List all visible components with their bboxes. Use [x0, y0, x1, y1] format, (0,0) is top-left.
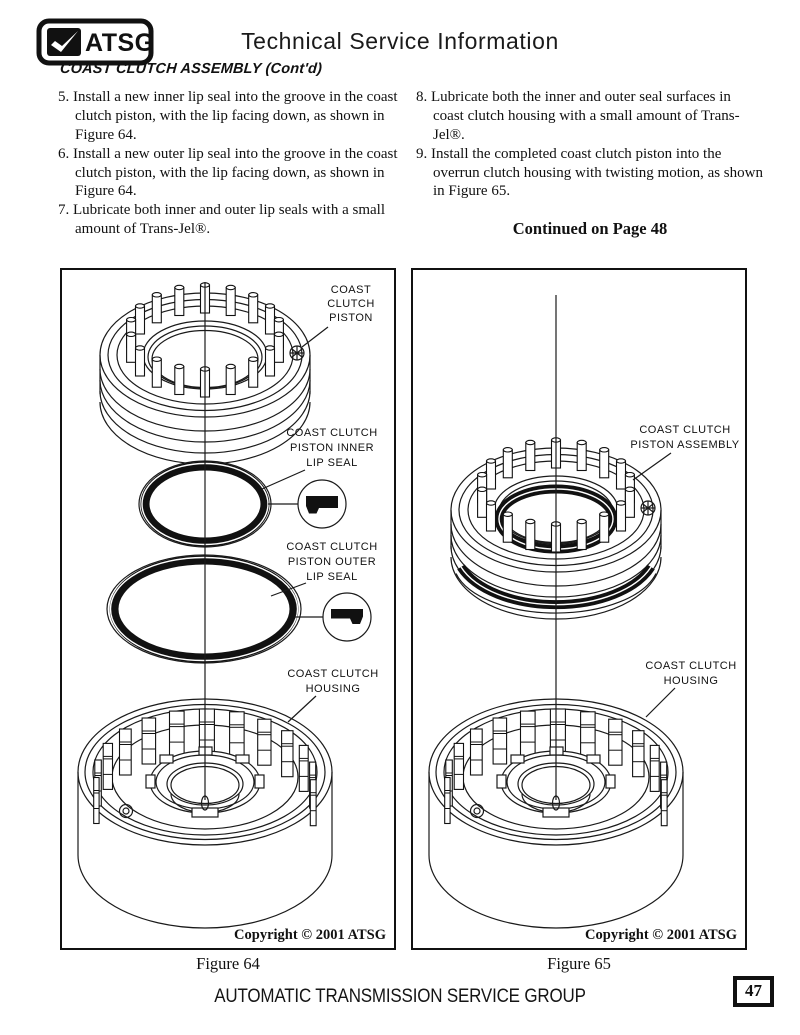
svg-text:PISTON: PISTON: [329, 312, 373, 324]
logo-text: ATSG: [85, 29, 154, 57]
svg-text:PISTON ASSEMBLY: PISTON ASSEMBLY: [630, 439, 740, 451]
svg-text:LIP SEAL: LIP SEAL: [306, 457, 358, 469]
svg-text:COAST CLUTCH: COAST CLUTCH: [639, 424, 731, 436]
outer-lip-seal-drawing: [107, 555, 301, 663]
step-6: 6. Install a new outer lip seal into the groove in the coast clutch piston, with the lip facing down, as shown in Figure 64.: [58, 145, 398, 200]
step-8: 8. Lubricate both the inner and outer seal surfaces in coast clutch housing with a small amount of Trans-Jel®.: [416, 89, 740, 143]
figure-65-copyright: Copyright © 2001 ATSG: [585, 927, 737, 943]
figure-65-drawing: [413, 270, 745, 948]
page-number-badge: 47: [733, 976, 774, 1007]
svg-text:HOUSING: HOUSING: [305, 683, 361, 695]
footer-organization: AUTOMATIC TRANSMISSION SERVICE GROUP: [214, 985, 586, 1007]
page-title: Technical Service Information: [241, 28, 559, 54]
step-9: 9. Install the completed coast clutch piston into the overrun clutch housing with twisting motion, as shown in Figure 65.: [416, 145, 763, 200]
step-5: 5. Install a new inner lip seal into the groove in the coast clutch piston, with the lip facing down, as shown in Figure 64.: [58, 89, 398, 143]
figure-65-caption: Figure 65: [547, 954, 611, 973]
instructions-left-column: [58, 88, 406, 239]
svg-text:COAST CLUTCH: COAST CLUTCH: [645, 660, 737, 672]
figure-64-copyright: Copyright © 2001 ATSG: [234, 927, 386, 943]
step-7: 7. Lubricate both inner and outer lip seals with a small amount of Trans-Jel®.: [58, 202, 385, 238]
svg-text:LIP SEAL: LIP SEAL: [306, 571, 358, 583]
label-coast-clutch-piston-assembly: [630, 424, 739, 480]
continued-note: Continued on Page 48: [512, 219, 668, 239]
label-coast-clutch-housing: [645, 660, 736, 717]
svg-text:PISTON INNER: PISTON INNER: [289, 442, 375, 454]
section-heading: COAST CLUTCH ASSEMBLY (Cont'd): [59, 61, 323, 77]
svg-text:COAST CLUTCH: COAST CLUTCH: [286, 541, 378, 553]
figure-65-box: [411, 268, 747, 950]
label-coast-clutch-piston: [302, 284, 375, 347]
figure-64-box: [60, 268, 396, 950]
instructions-right-column: [416, 88, 764, 257]
svg-text:PISTON OUTER: PISTON OUTER: [287, 556, 377, 568]
svg-text:CLUTCH: CLUTCH: [327, 298, 375, 310]
inner-seal-cross-section: [298, 480, 346, 528]
outer-seal-cross-section: [323, 593, 371, 641]
svg-text:COAST CLUTCH: COAST CLUTCH: [287, 668, 379, 680]
label-coast-clutch-housing: [287, 668, 378, 722]
figure-64-drawing: [62, 270, 394, 948]
svg-text:COAST CLUTCH: COAST CLUTCH: [286, 427, 378, 439]
figure-64-caption: Figure 64: [196, 954, 260, 973]
svg-text:COAST: COAST: [330, 284, 372, 296]
svg-text:HOUSING: HOUSING: [663, 675, 719, 687]
